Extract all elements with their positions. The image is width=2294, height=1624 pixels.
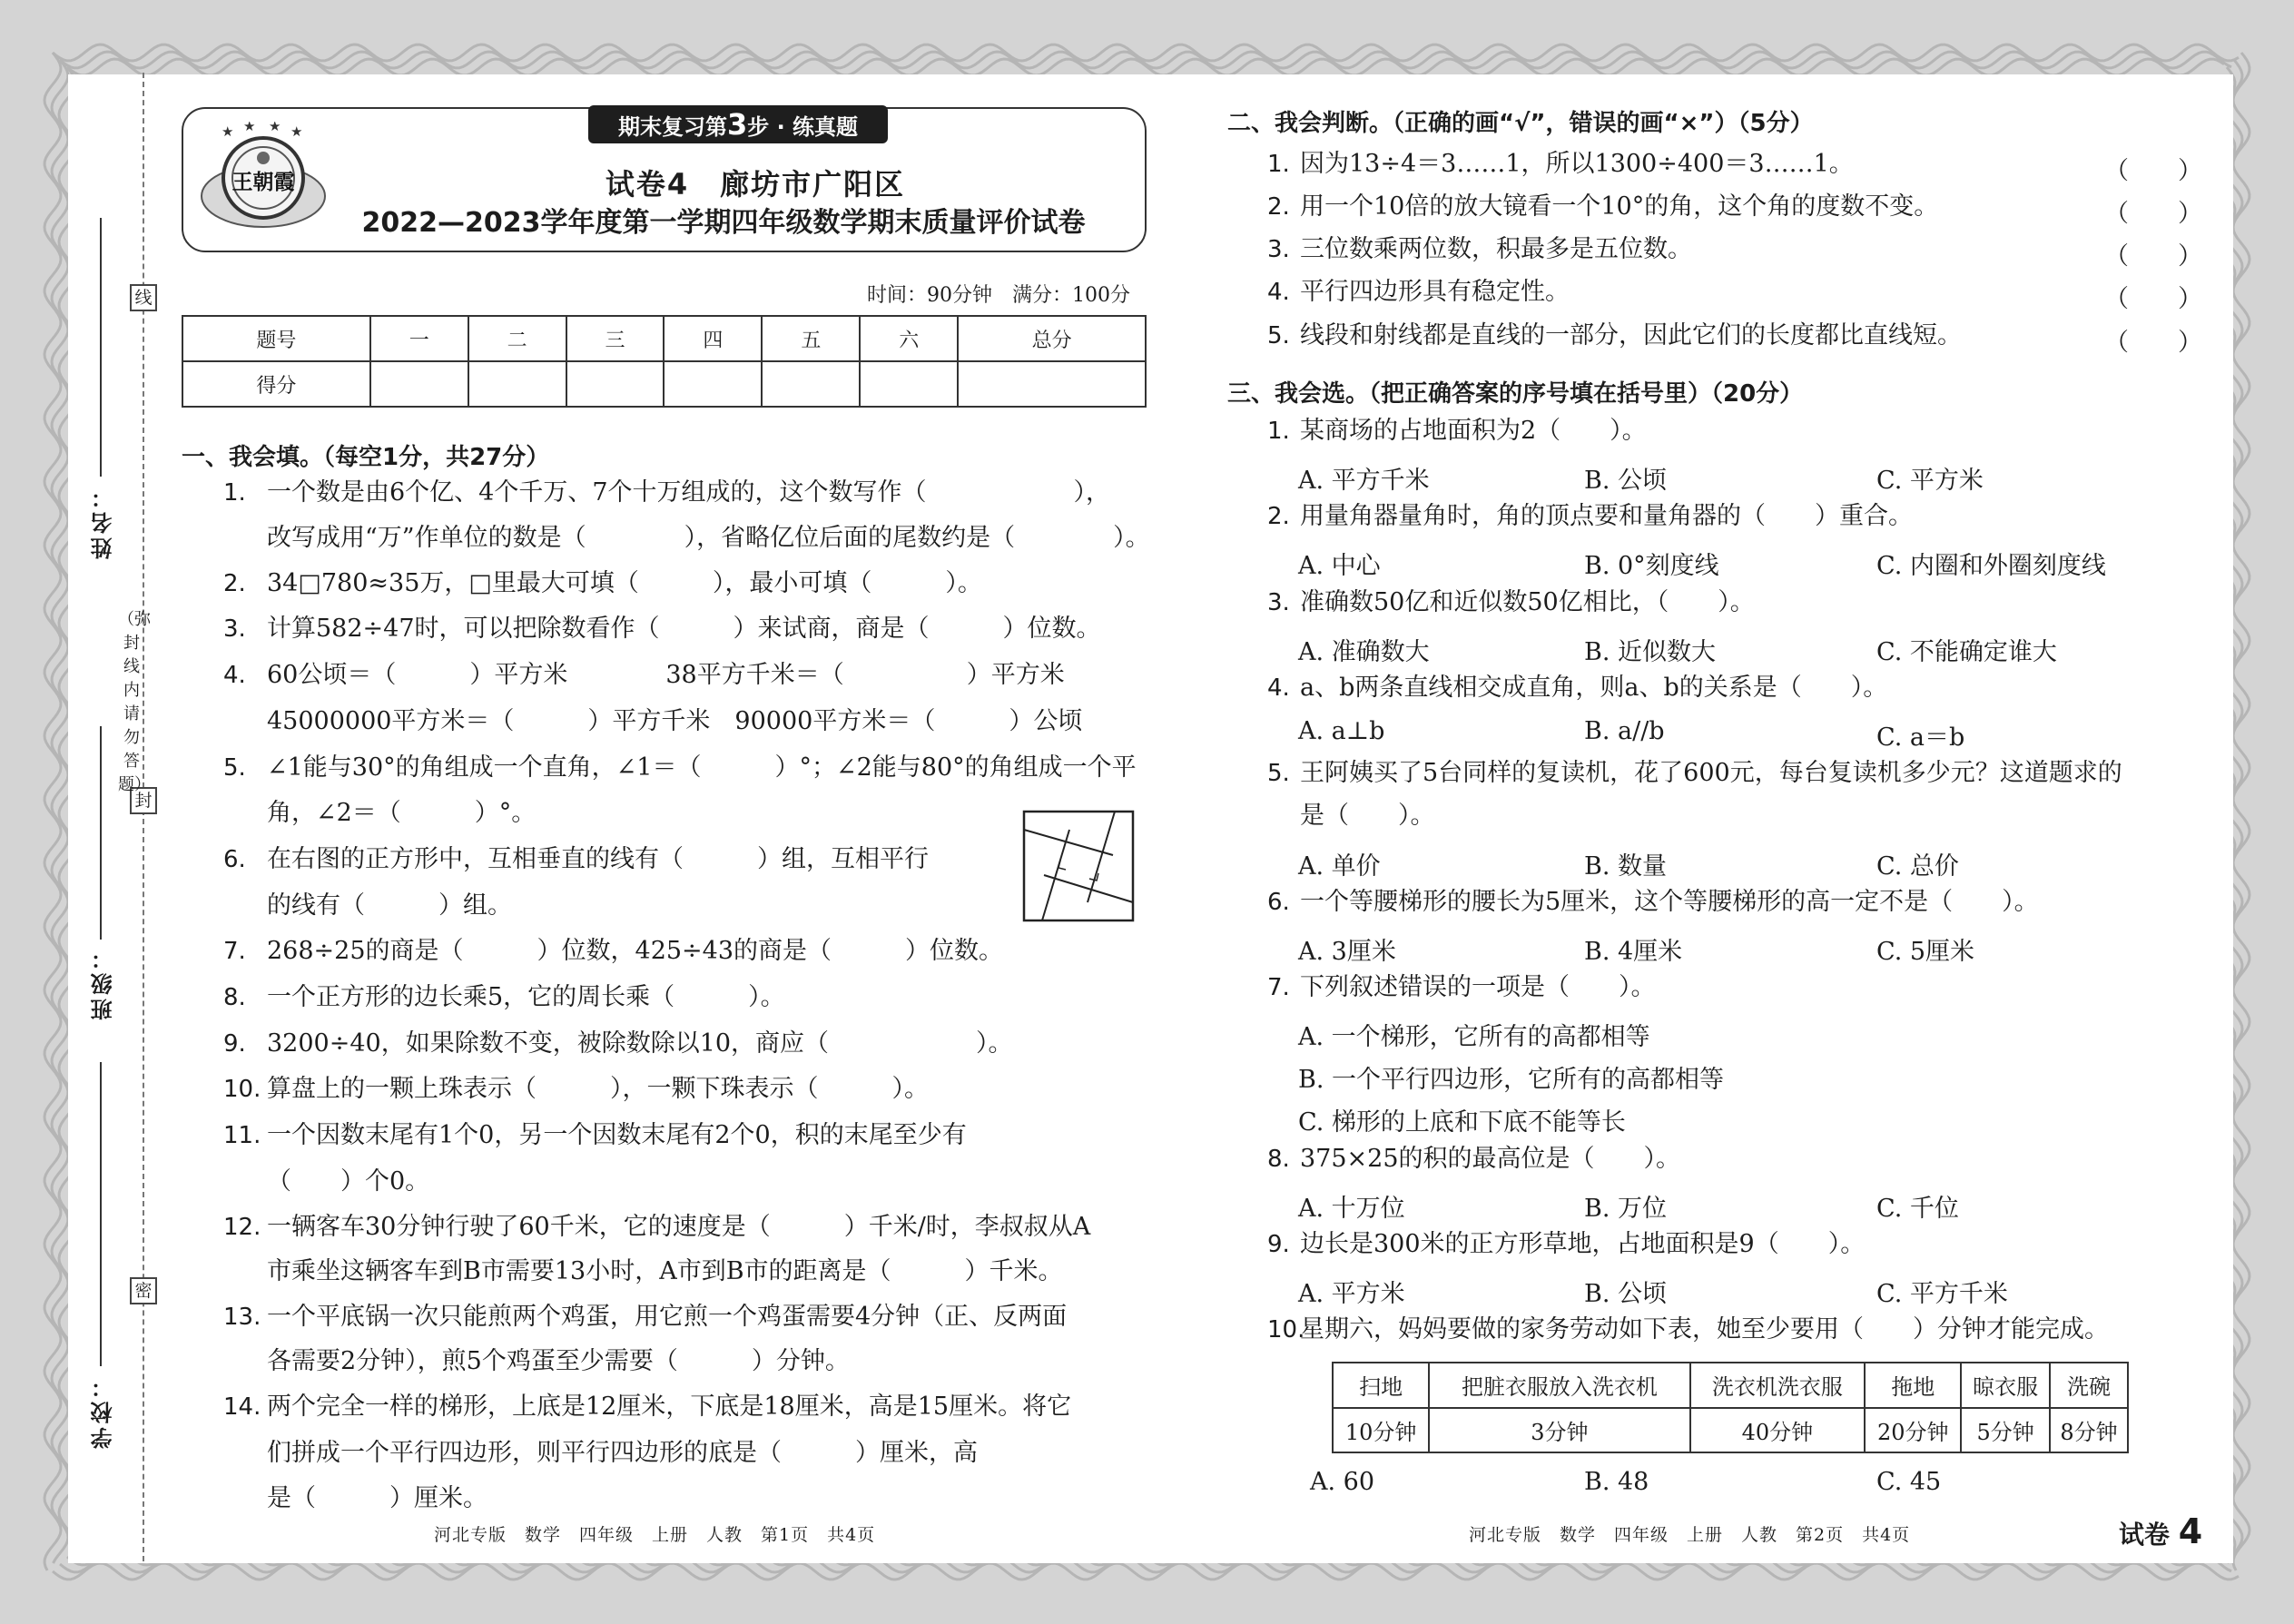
choice-option[interactable]: C. 千位 [1876, 1195, 1959, 1223]
svg-text:★: ★ [243, 122, 256, 134]
judge-item [1267, 193, 1938, 221]
answer-bracket[interactable]: （ ） [2104, 242, 2202, 271]
question-number: 1. [223, 479, 246, 507]
answer-bracket[interactable]: （ ） [2104, 200, 2202, 228]
question-text: 某商场的占地面积为2（ ）。 [1300, 417, 1647, 445]
class-field[interactable] [100, 726, 102, 940]
question-text: 一个平底锅一次只能煎两个鸡蛋，用它煎一个鸡蛋需要4分钟（正、反两面 [267, 1303, 1068, 1331]
question-number: 6. [223, 846, 246, 873]
square-figure [1022, 810, 1135, 922]
school-label: 学校： [91, 1373, 116, 1449]
judge-item [1267, 279, 1570, 306]
choice-question [1267, 418, 1647, 445]
question-text: （ ）个0。 [267, 1167, 430, 1196]
score-cell[interactable] [664, 361, 762, 407]
choice-option[interactable]: C. 内圈和外圈刻度线 [1876, 552, 2106, 580]
name-field[interactable] [100, 218, 102, 477]
choice-question [1267, 1146, 1680, 1173]
question-text: 角，∠2＝（ ）°。 [267, 799, 537, 827]
question-text: 平行四边形具有稳定性。 [1300, 278, 1570, 306]
question-line [223, 892, 512, 920]
question-number: 10. [1267, 1316, 1305, 1343]
choice-option[interactable]: C. 平方千米 [1876, 1280, 2008, 1308]
question-number: 12. [223, 1214, 261, 1241]
choice-question [1267, 760, 2122, 787]
question-text: 60公顷＝（ ）平方米 38平方千米＝（ ）平方米 [267, 661, 1065, 689]
question-number: 9. [1267, 1231, 1290, 1258]
seal-mark-seal: 封 [130, 787, 157, 814]
question-line [223, 525, 1150, 552]
choice-question [1267, 674, 1887, 702]
question-text: 各需要2分钟），煎5个鸡蛋至少需要（ ）分钟。 [267, 1347, 850, 1375]
question-text: 一个因数末尾有1个0，另一个因数末尾有2个0，积的末尾至少有 [267, 1121, 967, 1149]
time-score-info: 时间：90分钟 满分：100分 [867, 284, 1130, 307]
question-text: 准确数50亿和近似数50亿相比，（ ）。 [1300, 588, 1755, 616]
svg-text:★: ★ [222, 123, 234, 140]
question-number: 3. [1267, 589, 1290, 616]
question-line [223, 1485, 487, 1512]
choice-option[interactable]: A. 单价 [1298, 852, 1381, 881]
chore-task: 洗衣机洗衣服 [1690, 1363, 1866, 1408]
question-line [223, 1348, 850, 1375]
question-line [223, 1030, 1013, 1058]
section3-title: 三、我会选。（把正确答案的序号填在括号里）（20分） [1227, 380, 1804, 408]
question-text: 三位数乘两位数，积最多是五位数。 [1300, 235, 1692, 263]
question-number: 3. [223, 615, 246, 643]
choice-option[interactable]: B. 近似数大 [1584, 638, 1717, 666]
choice-option[interactable]: B. 一个平行四边形，它所有的高都相等 [1298, 1066, 1725, 1094]
question-text: 268÷25的商是（ ）位数，425÷43的商是（ ）位数。 [267, 937, 1004, 965]
question-text: 是（ ）厘米。 [267, 1484, 487, 1512]
svg-text:★: ★ [290, 123, 303, 140]
score-cell[interactable] [566, 361, 665, 407]
choice-option[interactable]: C. 梯形的上底和下底不能等长 [1298, 1108, 1626, 1137]
answer-bracket[interactable]: （ ） [2104, 329, 2202, 357]
question-number: 5. [1267, 322, 1290, 349]
question-text: 375×25的积的最高位是（ ）。 [1300, 1145, 1681, 1173]
question-number: 14. [223, 1393, 261, 1421]
chore-task: 把脏衣服放入洗衣机 [1429, 1363, 1689, 1408]
question-number: 11. [223, 1122, 261, 1149]
choice-question [1267, 802, 1435, 830]
question-text: ∠1能与30°的角组成一个直角，∠1＝（ ）°；∠2能与80°的角组成一个平 [267, 753, 1137, 782]
question-number: 4. [1267, 674, 1290, 702]
choice-option[interactable]: A. 准确数大 [1298, 638, 1430, 666]
question-line [223, 938, 1003, 965]
score-header-cell: 三 [566, 316, 665, 361]
question-number: 8. [223, 984, 246, 1011]
score-row-label: 得分 [182, 361, 370, 407]
choice-option[interactable]: B. 数量 [1584, 852, 1668, 881]
choice-question [1267, 503, 1913, 530]
judge-item [1267, 322, 1962, 349]
footer-left: 河北专版 数学 四年级 上册 人教 第1页 共4页 [434, 1525, 876, 1545]
question-line [223, 800, 536, 827]
choice-option[interactable]: C. a＝b [1876, 723, 1965, 752]
question-text: 是（ ）。 [1300, 802, 1435, 830]
choice-option[interactable]: C. 45 [1876, 1468, 1942, 1496]
question-text: 线段和射线都是直线的一部分，因此它们的长度都比直线短。 [1300, 321, 1962, 349]
question-number: 2. [1267, 193, 1290, 221]
question-number: 2. [223, 570, 246, 597]
choice-question [1267, 889, 2039, 916]
question-line [223, 846, 929, 873]
choice-question [1267, 589, 1755, 616]
question-line [223, 984, 785, 1011]
choice-question [1267, 1231, 1865, 1258]
question-text: 一个数是由6个亿、4个千万、7个十万组成的，这个数写作（ ）， [267, 478, 1111, 507]
seal-mark-secret: 密 [130, 1277, 157, 1304]
chore-time: 3分钟 [1429, 1408, 1689, 1453]
chore-task-row [1333, 1363, 2128, 1408]
choice-option[interactable]: C. 不能确定谁大 [1876, 638, 2057, 666]
choice-option[interactable]: A. 平方千米 [1298, 467, 1430, 495]
name-label: 姓名： [91, 483, 116, 559]
choice-option[interactable]: B. 48 [1584, 1468, 1649, 1496]
score-cell[interactable] [370, 361, 468, 407]
question-number: 4. [1267, 279, 1290, 306]
question-line [223, 615, 1101, 643]
answer-bracket[interactable]: （ ） [2104, 285, 2202, 313]
question-number: 2. [1267, 503, 1290, 530]
question-text: a、b两条直线相交成直角，则a、b的关系是（ ）。 [1300, 674, 1888, 702]
choice-option[interactable]: B. 公顷 [1584, 1280, 1668, 1308]
question-number: 1. [1267, 418, 1290, 445]
score-cell[interactable] [958, 361, 1146, 407]
question-text: 的线有（ ）组。 [267, 891, 512, 920]
chore-time: 8分钟 [2050, 1408, 2128, 1453]
binding-margin [73, 73, 172, 1561]
score-header-cell: 五 [762, 316, 860, 361]
choice-option[interactable]: A. 十万位 [1298, 1195, 1405, 1223]
question-line [223, 1122, 967, 1149]
question-number: 5. [1267, 760, 1290, 787]
score-cell[interactable] [860, 361, 958, 407]
question-line [223, 662, 1065, 689]
question-text: 下列叙述错误的一项是（ ）。 [1300, 973, 1656, 1001]
question-text: 们拼成一个平行四边形，则平行四边形的底是（ ）厘米，高 [267, 1439, 978, 1467]
question-line [223, 1076, 929, 1103]
question-text: 一个等腰梯形的腰长为5厘米，这个等腰梯形的高一定不是（ ）。 [1300, 888, 2039, 916]
score-header-cell: 四 [664, 316, 762, 361]
chore-task: 扫地 [1333, 1363, 1429, 1408]
chore-task: 拖地 [1865, 1363, 1961, 1408]
question-line [223, 570, 982, 597]
choice-question [1267, 974, 1656, 1001]
question-text: 改写成用“万”作单位的数是（ ），省略亿位后面的尾数约是（ ）。 [267, 524, 1150, 552]
chore-time: 20分钟 [1865, 1408, 1961, 1453]
question-number: 6. [1267, 889, 1290, 916]
question-number: 7. [223, 938, 246, 965]
question-text: 用量角器量角时，角的顶点要和量角器的（ ）重合。 [1300, 502, 1913, 530]
question-number: 7. [1267, 974, 1290, 1001]
score-header-cell: 题号 [182, 316, 370, 361]
question-text: 两个完全一样的梯形，上底是12厘米，下底是18厘米，高是15厘米。将它 [267, 1393, 1072, 1421]
question-text: 星期六，妈妈要做的家务劳动如下表，她至少要用（ ）分钟才能完成。 [1300, 1315, 2109, 1343]
question-text: 用一个10倍的放大镜看一个10°的角，这个角的度数不变。 [1300, 192, 1939, 221]
question-number: 13. [223, 1304, 261, 1331]
chore-task: 晾衣服 [1961, 1363, 2050, 1408]
question-line [223, 1214, 1090, 1241]
judge-item [1267, 151, 1854, 178]
question-number: 10. [223, 1076, 261, 1103]
question-number: 9. [223, 1030, 246, 1058]
chore-time-row [1333, 1408, 2128, 1453]
question-text: 45000000平方米＝（ ）平方千米 90000平方米＝（ ）公顷 [267, 707, 1083, 735]
question-line [223, 479, 1110, 507]
question-line [223, 1168, 429, 1196]
chore-time: 10分钟 [1333, 1408, 1429, 1453]
question-text: 一辆客车30分钟行驶了60千米，它的速度是（ ）千米/时，李叔叔从A [267, 1213, 1091, 1241]
choice-option[interactable]: A. 3厘米 [1298, 938, 1396, 966]
class-label: 班级： [91, 944, 116, 1020]
question-text: 算盘上的一颗上珠表示（ ），一颗下珠表示（ ）。 [267, 1075, 929, 1103]
seal-mark-line: 线 [130, 284, 157, 311]
score-cell[interactable] [468, 361, 566, 407]
school-field[interactable] [100, 1062, 102, 1366]
question-line [223, 1304, 1067, 1331]
judge-item [1267, 236, 1692, 263]
question-line [223, 1440, 978, 1467]
sheet-number: 试卷 4 [2119, 1511, 2203, 1551]
score-header-cell: 一 [370, 316, 468, 361]
score-table [182, 315, 1147, 408]
chores-table [1332, 1362, 2129, 1453]
choice-option[interactable]: A. 60 [1310, 1468, 1375, 1496]
exam-header [182, 107, 1147, 252]
chore-time: 5分钟 [1961, 1408, 2050, 1453]
chore-time: 40分钟 [1690, 1408, 1866, 1453]
choice-option[interactable]: A. 一个梯形，它所有的高都相等 [1298, 1023, 1650, 1051]
chore-task: 洗碗 [2050, 1363, 2128, 1408]
question-text: 边长是300米的正方形草地，占地面积是9（ ）。 [1300, 1230, 1866, 1258]
choice-option[interactable]: C. 总价 [1876, 852, 1959, 881]
question-text: 一个正方形的边长乘5，它的周长乘（ ）。 [267, 983, 785, 1011]
score-header-cell: 总分 [958, 316, 1146, 361]
question-number: 5. [223, 754, 246, 782]
question-text: 市乘坐这辆客车到B市需要13小时，A市到B市的距离是（ ）千米。 [267, 1257, 1063, 1285]
choice-option[interactable]: B. 万位 [1584, 1195, 1668, 1223]
question-text: 计算582÷47时，可以把除数看作（ ）来试商，商是（ ）位数。 [267, 615, 1101, 643]
score-header-cell: 二 [468, 316, 566, 361]
step-tab: 期末复习第3步 · 练真题 [588, 105, 888, 143]
question-line [223, 1258, 1063, 1285]
score-header-cell: 六 [860, 316, 958, 361]
question-line [223, 708, 1082, 735]
footer-right: 河北专版 数学 四年级 上册 人教 第2页 共4页 [1469, 1525, 1911, 1545]
exam-title: 试卷4 廊坊市广阳区 [605, 167, 906, 202]
score-cell[interactable] [762, 361, 860, 407]
question-number: 3. [1267, 236, 1290, 263]
question-number: 4. [223, 662, 246, 689]
choice-option[interactable]: A. 平方米 [1298, 1280, 1405, 1308]
choice-option[interactable]: B. 公顷 [1584, 467, 1668, 495]
choice-option[interactable]: B. 4厘米 [1584, 938, 1683, 966]
exam-subtitle: 2022—2023学年度第一学期四年级数学期末质量评价试卷 [361, 207, 1086, 239]
question-line [223, 754, 1137, 782]
svg-text:★: ★ [269, 122, 281, 134]
choice-option[interactable]: B. 0°刻度线 [1584, 552, 1719, 580]
section2-title: 二、我会判断。（正确的画“√”，错误的画“×”）（5分） [1227, 110, 1814, 137]
choice-option[interactable]: C. 5厘米 [1876, 938, 1975, 966]
choice-option[interactable]: A. a⊥b [1298, 717, 1385, 745]
choice-option[interactable]: B. a//b [1584, 717, 1665, 745]
question-line [223, 1393, 1071, 1421]
choice-option[interactable]: C. 平方米 [1876, 467, 1984, 495]
question-text: 王阿姨买了5台同样的复读机，花了600元，每台复读机多少元？这道题求的 [1300, 759, 2122, 787]
question-number: 8. [1267, 1146, 1290, 1173]
question-text: 34□780≈35万，□里最大可填（ ），最小可填（ ）。 [267, 569, 982, 597]
choice-option[interactable]: A. 中心 [1298, 552, 1381, 580]
question-text: 3200÷40，如果除数不变，被除数除以10，商应（ ）。 [267, 1029, 1013, 1058]
choice-question [1267, 1316, 2109, 1343]
question-text: 因为13÷4＝3……1，所以1300÷400＝3……1。 [1300, 150, 1854, 178]
question-number: 1. [1267, 151, 1290, 178]
seal-note: （弥封线内请勿答题） [118, 610, 151, 794]
svg-text:王朝霞: 王朝霞 [231, 170, 295, 194]
section1-title: 一、我会填。（每空1分，共27分） [182, 444, 550, 471]
answer-bracket[interactable]: （ ） [2104, 157, 2202, 185]
question-text: 在右图的正方形中，互相垂直的线有（ ）组，互相平行 [267, 845, 929, 873]
